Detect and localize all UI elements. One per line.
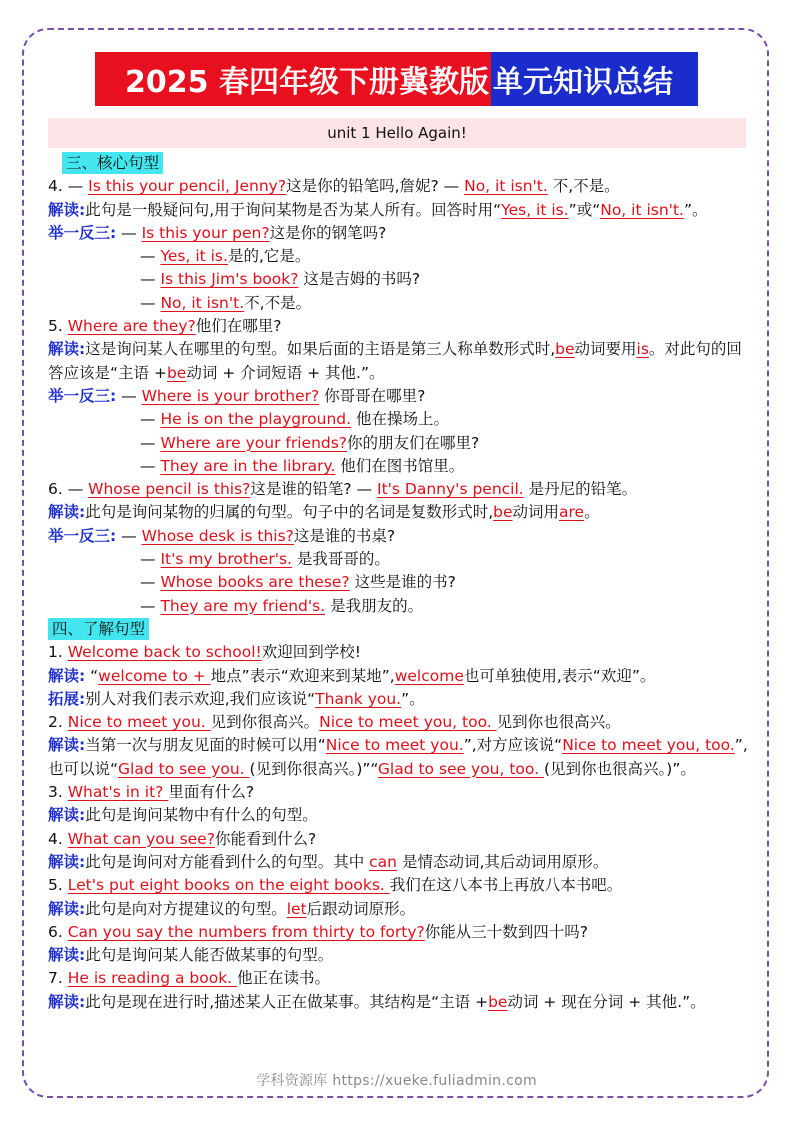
highlight: can bbox=[369, 852, 398, 871]
text: 也可单独使用,表示“欢迎”。 bbox=[463, 666, 656, 685]
highlight: welcome bbox=[394, 666, 464, 685]
item-num: 7. bbox=[48, 969, 63, 988]
item-num: 4. bbox=[48, 177, 63, 196]
sentence-en: Welcome back to school! bbox=[67, 643, 262, 662]
jiedu-label: 解读: bbox=[48, 736, 86, 755]
highlight: Yes, it is. bbox=[501, 200, 569, 219]
text: 。 bbox=[584, 503, 600, 522]
s4-item-5 bbox=[48, 874, 748, 897]
text: 动词用 bbox=[512, 503, 560, 522]
answer-cn: 不,不是。 bbox=[547, 177, 620, 196]
title-blue-part: 单元知识总结 bbox=[491, 52, 698, 106]
jiedu-label: 解读: bbox=[48, 340, 86, 359]
example-cn: 你的朋友们在哪里? bbox=[347, 433, 480, 452]
sentence-en: He is reading a book. bbox=[67, 969, 238, 988]
jiedu-label: 解读: bbox=[48, 666, 86, 685]
item-4 bbox=[48, 175, 748, 198]
jiedu-label: 解读: bbox=[48, 899, 86, 918]
highlight: let bbox=[286, 899, 307, 918]
example-en: They are my friend's. bbox=[160, 596, 326, 615]
highlight: are bbox=[559, 503, 585, 522]
s4-item-4 bbox=[48, 828, 748, 851]
s4-item-4-explanation bbox=[48, 851, 748, 874]
text: 动词要用 bbox=[574, 340, 637, 359]
question-cn: 这是你的铅笔吗,詹妮? bbox=[286, 177, 439, 196]
highlight: No, it isn't. bbox=[600, 200, 684, 219]
text: (见到你很高兴。)”“ bbox=[249, 759, 378, 778]
item-num: 5. bbox=[48, 876, 63, 895]
text: 地点”表示“欢迎来到某地”, bbox=[210, 666, 395, 685]
example-en: He is on the playground. bbox=[160, 410, 352, 429]
question-cn: 他们在哪里? bbox=[195, 317, 282, 336]
highlight: Glad to see you, too. bbox=[377, 759, 544, 778]
answer-en: No, it isn't. bbox=[464, 177, 548, 196]
jiedu-label: 解读: bbox=[48, 503, 86, 522]
unit-title-bar: unit 1 Hello Again! bbox=[48, 118, 746, 148]
example-cn: 这是谁的书桌? bbox=[293, 526, 396, 545]
item-5-explanation bbox=[48, 338, 748, 385]
example-en: No, it isn't. bbox=[160, 293, 245, 312]
dash: — bbox=[438, 177, 465, 196]
highlight: be bbox=[488, 992, 508, 1011]
sentence-cn: 欢迎回到学校! bbox=[261, 643, 361, 662]
item-4-explanation bbox=[48, 199, 748, 222]
example-line: — It's my brother's. 是我哥哥的。 bbox=[140, 550, 390, 569]
example-cn: 这是你的钢笔吗? bbox=[269, 223, 387, 242]
text: ”,对方应该说“ bbox=[463, 736, 563, 755]
sentence-cn: 你能看到什么? bbox=[214, 829, 317, 848]
highlight: Nice to meet you, too. bbox=[562, 736, 735, 755]
text: 此句是询问对方能看到什么的句型。其中 bbox=[85, 852, 365, 871]
s4-item-2 bbox=[48, 711, 748, 734]
sentence-cn: 他正在读书。 bbox=[237, 969, 331, 988]
example-cn: 这些是谁的书? bbox=[349, 573, 456, 592]
text: ”。 bbox=[401, 689, 425, 708]
s4-item-1-extension bbox=[48, 688, 748, 711]
s4-item-5-explanation bbox=[48, 898, 748, 921]
example-cn: 他在操场上。 bbox=[351, 410, 449, 429]
jiedu-label: 解读: bbox=[48, 806, 86, 825]
item-num: 2. bbox=[48, 713, 63, 732]
answer-cn: 是丹尼的铅笔。 bbox=[523, 480, 638, 499]
item-num: 3. bbox=[48, 783, 63, 802]
item-num: 5. bbox=[48, 317, 63, 336]
highlight: Nice to meet you. bbox=[325, 736, 464, 755]
example-en: They are in the library. bbox=[160, 456, 336, 475]
text: 此句是询问某物中有什么的句型。 bbox=[85, 806, 318, 825]
example-line: 举一反三: — Is this your pen?这是你的钢笔吗? bbox=[48, 223, 387, 242]
content bbox=[48, 152, 748, 1014]
jiedu-label: 解读: bbox=[48, 200, 86, 219]
example-cn: 是的,它是。 bbox=[227, 247, 311, 266]
item-6-explanation bbox=[48, 501, 748, 524]
s4-item-6-explanation bbox=[48, 944, 748, 967]
section-heading bbox=[48, 618, 748, 641]
s4-item-3 bbox=[48, 781, 748, 804]
example-line: — Where are your friends?你的朋友们在哪里? bbox=[140, 433, 480, 452]
sentence-en: Can you say the numbers from thirty to forty? bbox=[67, 922, 425, 941]
highlight: Glad to see you. bbox=[118, 759, 250, 778]
s4-item-1-explanation bbox=[48, 665, 748, 688]
tuozhan-label: 拓展: bbox=[48, 689, 86, 708]
text: 此句是询问某物的归属的句型。句子中的名词是复数形式时, bbox=[85, 503, 494, 522]
fan-label: 举一反三: bbox=[48, 223, 117, 242]
text: 此句是现在进行时,描述某人正在做某事。其结构是“主语 + bbox=[85, 992, 489, 1011]
text: 动词 + 现在分词 + 其他.”。 bbox=[507, 992, 706, 1011]
page-title bbox=[95, 52, 698, 106]
example-line: — No, it isn't.不,不是。 bbox=[140, 293, 312, 312]
sentence-cn: 见到你也很高兴。 bbox=[496, 713, 621, 732]
sentence-cn: 里面有什么? bbox=[168, 783, 255, 802]
sentence-cn: 我们在这八本书上再放八本书吧。 bbox=[389, 876, 623, 895]
item-num: 6. bbox=[48, 922, 63, 941]
dash: — bbox=[67, 177, 84, 196]
example-line: — They are in the library. 他们在图书馆里。 bbox=[140, 456, 465, 475]
text: 此句是询问某人能否做某事的句型。 bbox=[85, 946, 334, 965]
highlight: be bbox=[493, 503, 513, 522]
text: 别人对我们表示欢迎,我们应该说“ bbox=[85, 689, 316, 708]
fan-label: 举一反三: bbox=[48, 386, 117, 405]
sentence-cn: 你能从三十数到四十吗? bbox=[424, 922, 589, 941]
highlight: be bbox=[166, 363, 187, 382]
example-cn: 是我哥哥的。 bbox=[291, 550, 390, 569]
example-en: Where are your friends? bbox=[160, 433, 348, 452]
question-en: Whose pencil is this? bbox=[88, 480, 251, 499]
jiedu-label: 解读: bbox=[48, 946, 86, 965]
text: (见到你也很高兴。)”。 bbox=[543, 759, 696, 778]
text: 此句是向对方提建议的句型。 bbox=[85, 899, 287, 918]
s4-item-7 bbox=[48, 967, 748, 990]
example-line: — He is on the playground. 他在操场上。 bbox=[140, 410, 449, 429]
text: “ bbox=[85, 666, 99, 685]
text: 当第一次与朋友见面的时候可以用“ bbox=[85, 736, 326, 755]
example-line: — Yes, it is.是的,它是。 bbox=[140, 247, 311, 266]
example-en: Whose books are these? bbox=[160, 573, 350, 592]
section4-heading: 四、了解句型 bbox=[48, 618, 149, 640]
question-cn: 这是谁的铅笔? bbox=[250, 480, 352, 499]
text: ”或“ bbox=[568, 200, 601, 219]
section3-heading: 三、核心句型 bbox=[62, 152, 163, 174]
s4-item-6 bbox=[48, 921, 748, 944]
s4-item-7-explanation bbox=[48, 991, 748, 1014]
sentence-en: Let's put eight books on the eight books. bbox=[67, 876, 390, 895]
answer-en: It's Danny's pencil. bbox=[377, 480, 524, 499]
example-cn: 是我朋友的。 bbox=[325, 596, 424, 615]
question-en: Where are they? bbox=[67, 317, 196, 336]
text: 此句是一般疑问句,用于询问某物是否为某人所有。回答时用“ bbox=[85, 200, 502, 219]
sentence-en: What's in it? bbox=[67, 783, 169, 802]
example-cn: 你哥哥在哪里? bbox=[319, 386, 426, 405]
title-red-part: 2025 春四年级下册冀教版 bbox=[95, 52, 491, 106]
example-en: Where is your brother? bbox=[141, 386, 320, 405]
highlight: Thank you. bbox=[315, 689, 402, 708]
sentence-en: Nice to meet you. bbox=[67, 713, 211, 732]
example-en: Is this Jim's book? bbox=[160, 270, 299, 289]
example-line: 举一反三: — Where is your brother? 你哥哥在哪里? bbox=[48, 386, 426, 405]
section-heading bbox=[48, 152, 748, 175]
highlight: is bbox=[636, 340, 649, 359]
item-num: 1. bbox=[48, 643, 63, 662]
example-cn: 他们在图书馆里。 bbox=[335, 456, 465, 475]
example-en: Is this your pen? bbox=[141, 223, 270, 242]
highlight: welcome to + bbox=[98, 666, 211, 685]
example-en: It's my brother's. bbox=[160, 550, 292, 569]
example-line: — They are my friend's. 是我朋友的。 bbox=[140, 596, 424, 615]
item-5 bbox=[48, 315, 748, 338]
text: 动词 + 介词短语 + 其他.”。 bbox=[186, 363, 385, 382]
fan-label: 举一反三: bbox=[48, 526, 117, 545]
example-line: — Whose books are these? 这些是谁的书? bbox=[140, 573, 456, 592]
text: ”,也可以说“ bbox=[48, 736, 748, 778]
jiedu-label: 解读: bbox=[48, 852, 86, 871]
text: 这是询问某人在哪里的句型。如果后面的主语是第三人称单数形式时, bbox=[85, 340, 556, 359]
question-en: Is this your pencil, Jenny? bbox=[88, 177, 287, 196]
sentence-cn: 见到你很高兴。 bbox=[210, 713, 320, 732]
text: ”。 bbox=[683, 200, 708, 219]
item-num: 4. bbox=[48, 829, 63, 848]
text: 是情态动词,其后动词用原形。 bbox=[401, 852, 609, 871]
example-line: 举一反三: — Whose desk is this?这是谁的书桌? bbox=[48, 526, 396, 545]
item-num: 6. bbox=[48, 480, 63, 499]
item-6: 6. — Whose pencil is this?这是谁的铅笔? — It's Danny's pencil. 是丹尼的铅笔。 bbox=[48, 480, 638, 499]
sentence-en: Nice to meet you, too. bbox=[319, 713, 497, 732]
jiedu-label: 解读: bbox=[48, 992, 86, 1011]
example-line: — Is this Jim's book? 这是吉姆的书吗? bbox=[140, 270, 421, 289]
text: 。对此句的回答应该是“主语 + bbox=[48, 340, 742, 382]
s4-item-2-explanation bbox=[48, 734, 748, 781]
example-en: Whose desk is this? bbox=[141, 526, 294, 545]
s4-item-3-explanation bbox=[48, 804, 748, 827]
footer-watermark: 学科资源库 https://xueke.fuliadmin.com bbox=[256, 1073, 537, 1089]
text: 后跟动词原形。 bbox=[306, 899, 416, 918]
example-en: Yes, it is. bbox=[160, 247, 228, 266]
sentence-en: What can you see? bbox=[67, 829, 215, 848]
highlight: be bbox=[555, 340, 575, 359]
s4-item-1 bbox=[48, 641, 748, 664]
example-cn: 这是吉姆的书吗? bbox=[298, 270, 421, 289]
example-cn: 不,不是。 bbox=[244, 293, 312, 312]
